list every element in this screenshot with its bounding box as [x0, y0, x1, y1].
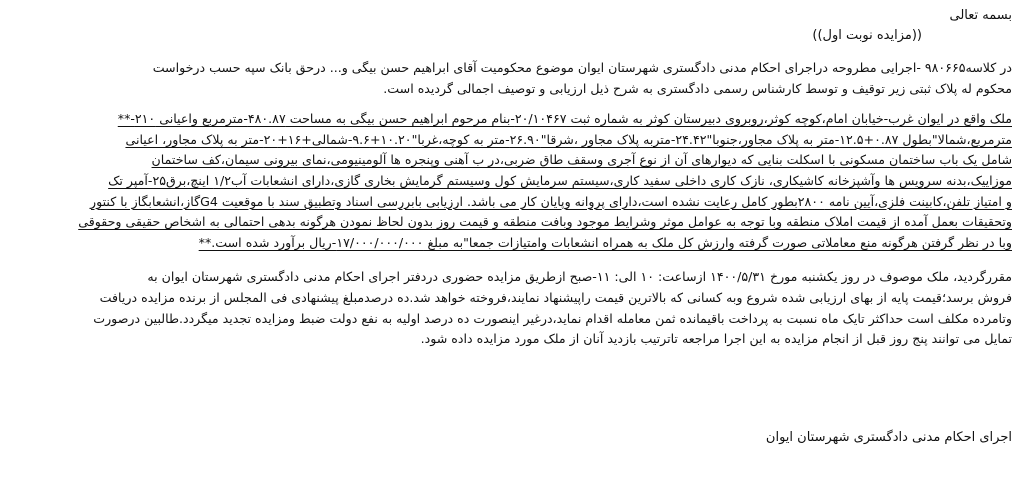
property-line: وتحقیقات بعمل آمده از قیمت املاک منطقه وبا توجه به عوامل موثر وشرایط موجود وبافت منطقه و قیمت روز بدون لحاظ نمودن هرگونه بدهی احتمالی به اشخاص حقیقی وحقوقی [78, 214, 1012, 230]
property-line: ملک واقع در ایوان غرب-خیابان امام،کوچه کوثر،روبروی دبیرستان کوثر به شماره ثبت ۲۰/۱۰۴۶۷-بنام مرحوم ابراهیم حسن بیگی به مساحت ۴۸۰.۸۷-مترمربع واعیانی ۲۱۰-** [117, 111, 1012, 127]
property-line: شامل یک باب ساختمان مسکونی با اسکلت بنایی که دیوارهای آن از نوع آجری وسقف طاق ضربی،در ب آهنی وپنجره ها آلومینیومی،نمای بیرونی سیمان،کف ساختمان [151, 152, 1012, 168]
intro-line: در کلاسه۹۸۰۶۶۵ -اجرایی مطروحه دراجرای احکام مدنی دادگستری شهرستان ایوان موضوع محکومیت آقای ابراهیم حسن بیگی و... درحق بانک سپه حسب درخواست [152, 60, 1012, 75]
intro-paragraph [12, 58, 1012, 99]
auction-line: وتامرده مکلف است حداکثر تایک ماه نسبت به پرداخت باقیمانده ثمن معامله اقدام نماید،درغیر اینصورت ده درصد اولیه به نفع دولت ضبط ومزایده تجدید میگردد.طالبین درصورت [93, 310, 1012, 326]
property-line: وبا در نظر گرفتن هرگونه منع معاملاتی صورت گرفته وارزش کل ملک به همراه انشعابات وامتیازات جمعا"به مبلغ ۱۷/۰۰۰/۰۰۰/۰۰۰-ریال برآورد شده است.** [198, 234, 1012, 250]
property-line: موزاییک،بدنه سرویس ها وآشپزخانه کاشیکاری، نازک کاری داخلی سفید کاری،سیستم سرمایش کول وسیستم گرمایش بخاری گازی،دارای انشعابات آب۱/۲ اینچ،برق۲۵-آمپر تک [108, 172, 1012, 188]
property-description-paragraph [12, 109, 1012, 253]
property-line: مترمربع،شمالا"بطول ۰.۸۷+۱۲.۵-متر به پلاک مجاور،جنوبا"۲۴.۴۲-متربه پلاک مجاور ،شرقا"۲۶.۹۰-متر به کوچه،غربا"۱۰.۲۰+۹.۶-شمالی+۱۶+۲۰-متر به پلاک مجاور، اعیانی [125, 131, 1012, 147]
property-line: و امتیاز تلفن،کابینت فلزی،آیین نامه ۲۸۰۰بطور کامل رعایت نشده است،دارای پروانه وپایان کار می باشد. ارزیابی بابررسی اسناد وتطبیق سند با موقعیت G4گاز،انشعابگاز با کنتور [90, 193, 1012, 209]
document-subheading: ((مزایده نوبت اول)) [812, 28, 922, 43]
auction-terms-paragraph [12, 267, 1012, 349]
auction-line: مقررگردید، ملک موصوف در روز یکشنبه مورخ ۱۴۰۰/۵/۳۱ ازساعت: ۱۰ الی: ۱۱-صبح ازطریق مزایده حضوری دردفتر اجرای احکام مدنی دادگستری شهرستان ایوان به [147, 269, 1012, 285]
document-heading: بسمه تعالی [949, 8, 1012, 23]
issuer-signature: اجرای احکام مدنی دادگستری شهرستان ایوان [765, 430, 1012, 445]
intro-line: محکوم له پلاک ثبتی زیر توقیف و توسط کارشناس رسمی دادگستری به شرح ذیل ارزیابی و توصیف اجمالی گردیده است. [383, 80, 1012, 96]
auction-line: تمایل می توانند پنج روز قبل از انجام مزایده به این اجرا مراجعه تاترتیب بازدید آنان از ملک مورد مزایده داده شود. [420, 331, 1012, 347]
auction-line: فروش برسد؛قیمت پایه از بهای ارزیابی شده شروع وبه کسانی که بالاترین قیمت راپیشنهاد نمایند،فروخته خواهد شد.ده درصدمبلغ پیشنهادی فی المجلس از برنده مزایده دریافت [99, 289, 1012, 305]
